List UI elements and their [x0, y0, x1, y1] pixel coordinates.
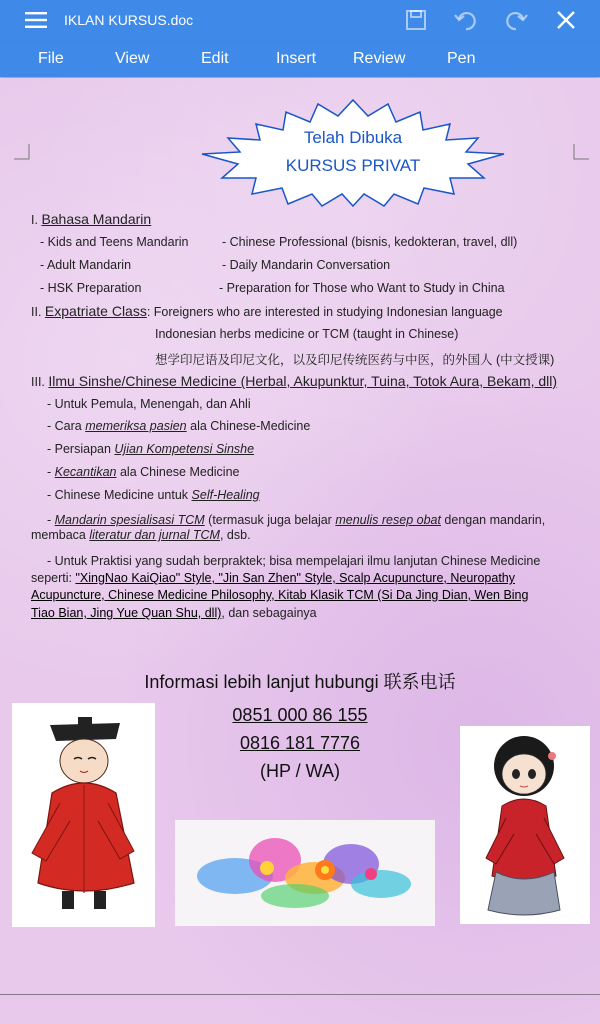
section-2-number: II.: [31, 305, 42, 319]
document-page[interactable]: [0, 78, 600, 1024]
section-1-left-item: - Adult Mandarin: [40, 258, 132, 272]
undo-icon[interactable]: [450, 5, 482, 35]
menu-insert[interactable]: Insert: [276, 50, 317, 67]
chinese-scholar-image[interactable]: [12, 703, 155, 927]
section-3-item-continued: Tiao Bian, Jing Yue Quan Shu, dll), dan sebagainya: [31, 606, 317, 620]
section-1-title: Bahasa Mandarin: [41, 211, 152, 227]
section-2-desc-chinese: 想学印尼语及印尼文化，以及印尼传统医药与中医，的外国人 (中文授课): [155, 353, 555, 367]
menu-view[interactable]: View: [115, 50, 150, 67]
section-3-number: III.: [31, 375, 45, 389]
save-icon[interactable]: [400, 5, 432, 35]
section-3-item: - Untuk Praktisi yang sudah berpraktek; bisa mempelajari ilmu lanjutan Chinese Medicine: [47, 554, 541, 568]
document-title: IKLAN KURSUS.doc: [64, 12, 194, 28]
page-bottom-divider: [0, 994, 600, 995]
title-bar: [0, 0, 600, 41]
banner-line-1: Telah Dibuka: [303, 128, 403, 147]
section-1-left-item: - Kids and Teens Mandarin: [40, 235, 189, 249]
redo-icon[interactable]: [500, 5, 532, 35]
margin-corner-mark: [573, 144, 589, 160]
girl-figure-icon: [460, 726, 590, 924]
section-2-title: Expatriate Class: [44, 303, 147, 319]
section-1-right-item: - Preparation for Those who Want to Study in China: [219, 281, 505, 295]
menu-edit[interactable]: Edit: [201, 50, 229, 67]
banner-line-2: KURSUS PRIVAT: [285, 156, 421, 175]
phone-number-1[interactable]: 0851 000 86 155: [232, 705, 368, 725]
hamburger-menu-icon[interactable]: [20, 5, 52, 35]
section-3-item-continued: Acupuncture, Chinese Medicine Philosophy, Kitab Klasik TCM (Si Da Jing Dian, Wen Bing: [31, 588, 529, 602]
flower-splash-icon: [175, 820, 435, 926]
close-icon[interactable]: [550, 5, 582, 35]
section-1-right-item: - Daily Mandarin Conversation: [222, 258, 391, 272]
section-3-item: - Mandarin spesialisasi TCM (termasuk juga belajar menulis resep obat dengan mandarin,: [47, 513, 546, 527]
contact-heading: Informasi lebih lanjut hubungi 联系电话: [144, 672, 456, 692]
flowers-image[interactable]: [175, 820, 435, 926]
section-3-item: - Persiapan Ujian Kompetensi Sinshe: [47, 442, 255, 456]
section-1-right-item: - Chinese Professional (bisnis, kedokteran, travel, dll): [222, 235, 518, 249]
menu-file[interactable]: File: [38, 50, 64, 67]
menu-pen[interactable]: Pen: [447, 50, 476, 67]
section-1-number: I.: [31, 213, 38, 227]
section-3-item-continued: seperti: "XingNao KaiQiao" Style, "Jin San Zhen" Style, Scalp Acupuncture, Neuropathy: [31, 571, 515, 585]
chinese-girl-image[interactable]: [460, 726, 590, 924]
section-3-title: Ilmu Sinshe/Chinese Medicine (Herbal, Akupunktur, Tuina, Totok Aura, Bekam, dll): [48, 373, 558, 389]
section-3-heading: [31, 373, 557, 389]
section-3-item: - Cara memeriksa pasien ala Chinese-Medicine: [47, 419, 311, 433]
phone-number-2[interactable]: 0816 181 7776: [239, 733, 361, 753]
scholar-figure-icon: [12, 703, 155, 927]
section-1-heading: [31, 211, 151, 227]
starburst-shape: [198, 98, 508, 208]
section-2-desc-line: Indonesian herbs medicine or TCM (taught in Chinese): [155, 327, 459, 341]
section-2-heading: [31, 303, 503, 319]
section-3-item-continued: membaca literatur dan jurnal TCM, dsb.: [31, 528, 251, 542]
margin-corner-mark: [14, 144, 30, 160]
contact-note: (HP / WA): [260, 761, 340, 781]
menu-bar: [0, 41, 600, 77]
section-2-desc: : Foreigners who are interested in studying Indonesian language: [146, 305, 503, 319]
section-3-item: - Chinese Medicine untuk Self-Healing: [47, 488, 260, 502]
section-3-item: - Kecantikan ala Chinese Medicine: [47, 465, 240, 479]
menu-review[interactable]: Review: [353, 50, 406, 67]
section-1-left-item: - HSK Preparation: [40, 281, 142, 295]
banner-burst: [198, 98, 508, 208]
section-3-item: - Untuk Pemula, Menengah, dan Ahli: [47, 397, 251, 411]
